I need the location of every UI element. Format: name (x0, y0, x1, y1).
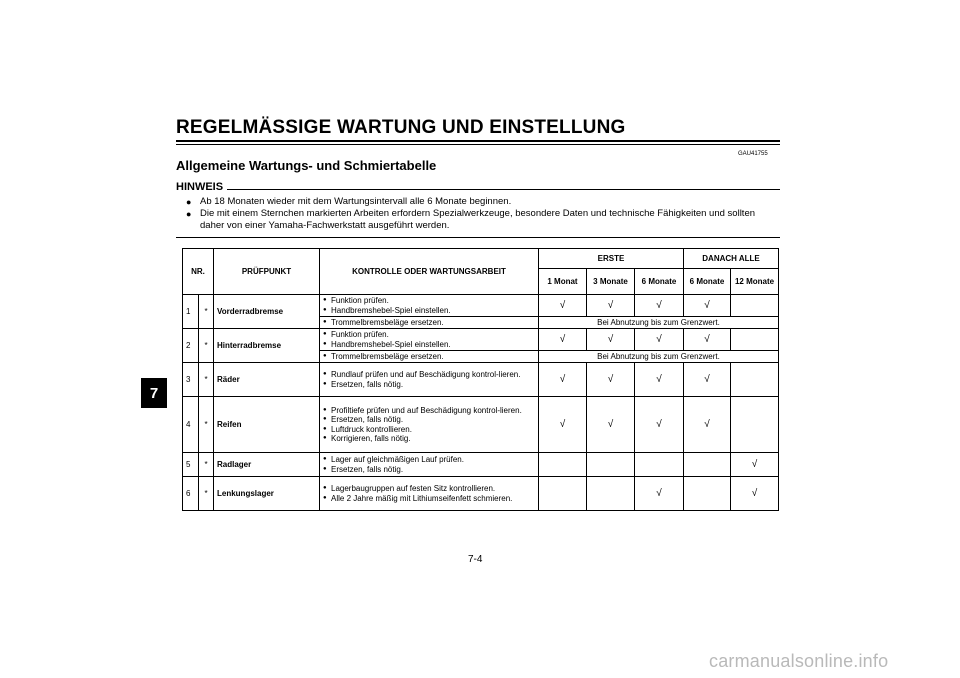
check-mark: √ (539, 363, 587, 397)
table-row (183, 477, 779, 511)
watermark[interactable]: carmanualsonline.info (709, 651, 889, 671)
maintenance-table (182, 248, 779, 511)
row-tasks (320, 477, 539, 511)
empty-cell (731, 397, 779, 453)
row-item: Lenkungslager (214, 477, 320, 511)
note-text: Ab 18 Monaten wieder mit dem Wartungsintervall alle 6 Monate beginnen. (200, 196, 512, 207)
check-mark: √ (635, 295, 684, 317)
wear-note: Bei Abnutzung bis zum Grenzwert. (539, 317, 779, 329)
star-mark: * (199, 477, 214, 511)
row-tasks (320, 329, 539, 351)
table-header-row (183, 249, 779, 269)
check-mark: √ (635, 363, 684, 397)
note-item (186, 196, 780, 208)
empty-cell (587, 477, 635, 511)
wear-note: Bei Abnutzung bis zum Grenzwert. (539, 351, 779, 363)
task-item: ● Trommelbremsbeläge ersetzen. (323, 352, 535, 362)
row-item: Reifen (214, 397, 320, 453)
task-item: ● Rundlauf prüfen und auf Beschädigung kontrol-lieren. (323, 370, 535, 380)
header-nr: NR. (183, 249, 214, 295)
empty-cell (731, 363, 779, 397)
star-mark: * (199, 329, 214, 363)
row-item: Hinterradbremse (214, 329, 320, 363)
task-item: ● Funktion prüfen. (323, 330, 535, 340)
note-end-rule (176, 237, 780, 238)
row-tasks (320, 453, 539, 477)
check-mark: √ (587, 295, 635, 317)
header-6-monate: 6 Monate (635, 269, 684, 295)
bullet-icon: ● (186, 209, 192, 219)
note-text: Die mit einem Sternchen markierten Arbeiten erfordern Spezialwerkzeuge, besondere Daten und technische Fähigkeiten und sollten daher von einer Yamaha-Fachwerkstatt ausgeführt werden. (200, 208, 756, 231)
row-tasks (320, 397, 539, 453)
empty-cell (539, 453, 587, 477)
empty-cell (635, 453, 684, 477)
task-item: ● Luftdruck kontrollieren. (323, 425, 535, 435)
row-nr: 1 (183, 295, 199, 329)
table-row (183, 453, 779, 477)
header-danach: DANACH ALLE (684, 249, 779, 269)
row-nr: 5 (183, 453, 199, 477)
note-header (176, 181, 780, 193)
empty-cell (587, 453, 635, 477)
task-item: ● Handbremshebel-Spiel einstellen. (323, 340, 535, 350)
task-item: ● Ersetzen, falls nötig. (323, 465, 535, 475)
row-nr: 6 (183, 477, 199, 511)
check-mark: √ (635, 329, 684, 351)
check-mark: √ (539, 295, 587, 317)
star-mark: * (199, 363, 214, 397)
check-mark: √ (684, 295, 731, 317)
row-tasks (320, 351, 539, 363)
empty-cell (731, 295, 779, 317)
star-mark: * (199, 295, 214, 329)
table-row (183, 397, 779, 453)
task-item: ● Alle 2 Jahre mäßig mit Lithiumseifenfett schmieren. (323, 494, 535, 504)
task-item: ● Korrigieren, falls nötig. (323, 434, 535, 444)
document-code: GAU41755 (738, 151, 768, 157)
check-mark: √ (539, 329, 587, 351)
empty-cell (731, 329, 779, 351)
note-rule (227, 189, 780, 190)
check-mark: √ (684, 397, 731, 453)
check-mark: √ (635, 397, 684, 453)
page-number: 7-4 (468, 554, 483, 565)
header-danach-6-monate: 6 Monate (684, 269, 731, 295)
task-item: ● Funktion prüfen. (323, 296, 535, 306)
check-mark: √ (587, 363, 635, 397)
empty-cell (684, 453, 731, 477)
row-nr: 3 (183, 363, 199, 397)
table-row (183, 363, 779, 397)
check-mark: √ (731, 453, 779, 477)
chapter-tab: 7 (141, 378, 167, 408)
header-danach-12-monate: 12 Monate (731, 269, 779, 295)
check-mark: √ (684, 329, 731, 351)
page-title: REGELMÄSSIGE WARTUNG UND EINSTELLUNG (176, 117, 626, 138)
star-mark: * (199, 397, 214, 453)
task-item: ● Ersetzen, falls nötig. (323, 415, 535, 425)
header-1-monat: 1 Monat (539, 269, 587, 295)
note-label: HINWEIS (176, 181, 224, 193)
header-erste: ERSTE (539, 249, 684, 269)
task-item: ● Lager auf gleichmäßigen Lauf prüfen. (323, 455, 535, 465)
task-item: ● Handbremshebel-Spiel einstellen. (323, 306, 535, 316)
table-row (183, 329, 779, 351)
star-mark: * (199, 453, 214, 477)
row-item: Räder (214, 363, 320, 397)
task-item: ● Lagerbaugruppen auf festen Sitz kontrollieren. (323, 484, 535, 494)
title-rule-thin (176, 144, 780, 145)
check-mark: √ (539, 397, 587, 453)
table-row (183, 295, 779, 317)
section-title: Allgemeine Wartungs- und Schmiertabelle (176, 158, 437, 173)
row-nr: 2 (183, 329, 199, 363)
row-item: Vorderradbremse (214, 295, 320, 329)
note-list (186, 196, 780, 232)
check-mark: √ (587, 329, 635, 351)
task-item: ● Ersetzen, falls nötig. (323, 380, 535, 390)
check-mark: √ (731, 477, 779, 511)
row-tasks (320, 295, 539, 317)
task-item: ● Profiltiefe prüfen und auf Beschädigung kontrol-lieren. (323, 406, 535, 416)
header-pruefpunkt: PRÜFPUNKT (214, 249, 320, 295)
header-kontrolle: KONTROLLE ODER WARTUNGSARBEIT (320, 249, 539, 295)
check-mark: √ (635, 477, 684, 511)
row-nr: 4 (183, 397, 199, 453)
empty-cell (684, 477, 731, 511)
note-item (186, 208, 780, 232)
empty-cell (539, 477, 587, 511)
header-3-monate: 3 Monate (587, 269, 635, 295)
bullet-icon: ● (186, 197, 192, 207)
check-mark: √ (684, 363, 731, 397)
row-tasks (320, 317, 539, 329)
title-rule (176, 140, 780, 142)
task-item: ● Trommelbremsbeläge ersetzen. (323, 318, 535, 328)
row-item: Radlager (214, 453, 320, 477)
check-mark: √ (587, 397, 635, 453)
row-tasks (320, 363, 539, 397)
